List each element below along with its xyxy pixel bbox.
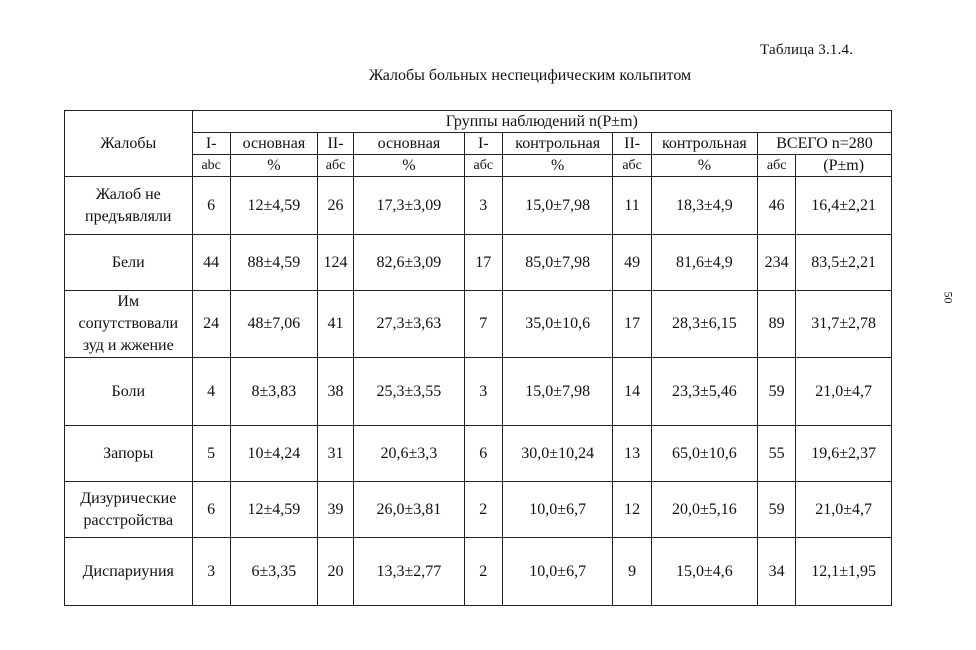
cell-absolute: 3: [192, 538, 230, 606]
group-1-num: I-: [192, 133, 230, 155]
subheader-abs: abc: [192, 155, 230, 177]
row-complaint-name: Бели: [65, 235, 193, 291]
cell-percent: 12,1±1,95: [796, 538, 892, 606]
cell-absolute: 41: [317, 291, 353, 358]
cell-absolute: 9: [613, 538, 651, 606]
cell-percent: 30,0±10,24: [502, 426, 613, 482]
cell-absolute: 59: [758, 482, 796, 538]
cell-absolute: 31: [317, 426, 353, 482]
subheader-abs: абс: [464, 155, 502, 177]
cell-percent: 35,0±10,6: [502, 291, 613, 358]
cell-percent: 23,3±5,46: [651, 358, 757, 426]
complaints-table: [64, 110, 892, 606]
cell-percent: 17,3±3,09: [354, 177, 465, 235]
cell-absolute: 2: [464, 482, 502, 538]
cell-percent: 15,0±4,6: [651, 538, 757, 606]
cell-percent: 20,6±3,3: [354, 426, 465, 482]
subheader-percent: %: [354, 155, 465, 177]
table-caption: Жалобы больных неспецифическим кольпитом: [368, 67, 692, 84]
row-complaint-name: Запоры: [65, 426, 193, 482]
group-2-name: основная: [354, 133, 465, 155]
group-4-name: контрольная: [651, 133, 757, 155]
table-row: [65, 482, 892, 538]
subheader-percent: %: [230, 155, 317, 177]
cell-absolute: 89: [758, 291, 796, 358]
cell-percent: 16,4±2,21: [796, 177, 892, 235]
cell-percent: 10,0±6,7: [502, 482, 613, 538]
cell-absolute: 20: [317, 538, 353, 606]
cell-percent: 19,6±2,37: [796, 426, 892, 482]
subheader-percent: %: [651, 155, 757, 177]
cell-absolute: 234: [758, 235, 796, 291]
subheader-abs: абс: [317, 155, 353, 177]
page-number: 50: [941, 291, 956, 304]
group-total-name: ВСЕГО n=280: [758, 133, 892, 155]
cell-absolute: 44: [192, 235, 230, 291]
cell-absolute: 3: [464, 358, 502, 426]
cell-absolute: 17: [464, 235, 502, 291]
cell-percent: 85,0±7,98: [502, 235, 613, 291]
cell-absolute: 7: [464, 291, 502, 358]
cell-absolute: 12: [613, 482, 651, 538]
row-complaint-name: Боли: [65, 358, 193, 426]
table-body: [65, 177, 892, 606]
cell-absolute: 124: [317, 235, 353, 291]
cell-percent: 83,5±2,21: [796, 235, 892, 291]
cell-absolute: 6: [192, 177, 230, 235]
table-row: [65, 358, 892, 426]
group-3-num: I-: [464, 133, 502, 155]
cell-percent: 6±3,35: [230, 538, 317, 606]
cell-absolute: 14: [613, 358, 651, 426]
group-2-num: II-: [317, 133, 353, 155]
cell-percent: 20,0±5,16: [651, 482, 757, 538]
cell-absolute: 46: [758, 177, 796, 235]
cell-absolute: 39: [317, 482, 353, 538]
table-row: [65, 538, 892, 606]
group-4-num: II-: [613, 133, 651, 155]
row-complaint-name: Жалоб не предъявляли: [65, 177, 193, 235]
cell-percent: 10±4,24: [230, 426, 317, 482]
cell-percent: 15,0±7,98: [502, 358, 613, 426]
row-complaint-name: Дизурические расстройства: [65, 482, 193, 538]
cell-percent: 65,0±10,6: [651, 426, 757, 482]
cell-percent: 8±3,83: [230, 358, 317, 426]
cell-percent: 26,0±3,81: [354, 482, 465, 538]
cell-percent: 12±4,59: [230, 177, 317, 235]
table-label: Таблица 3.1.4.: [760, 42, 854, 58]
table-row: [65, 291, 892, 358]
cell-absolute: 11: [613, 177, 651, 235]
cell-absolute: 6: [192, 482, 230, 538]
group-1-name: основная: [230, 133, 317, 155]
cell-absolute: 2: [464, 538, 502, 606]
row-complaint-name: Им сопутствовали зуд и жжение: [65, 291, 193, 358]
cell-percent: 10,0±6,7: [502, 538, 613, 606]
cell-percent: 18,3±4,9: [651, 177, 757, 235]
cell-absolute: 55: [758, 426, 796, 482]
cell-absolute: 34: [758, 538, 796, 606]
cell-percent: 48±7,06: [230, 291, 317, 358]
subheader-percent: %: [502, 155, 613, 177]
cell-percent: 21,0±4,7: [796, 358, 892, 426]
cell-absolute: 6: [464, 426, 502, 482]
cell-percent: 31,7±2,78: [796, 291, 892, 358]
cell-absolute: 5: [192, 426, 230, 482]
cell-percent: 25,3±3,55: [354, 358, 465, 426]
group-3-name: контрольная: [502, 133, 613, 155]
cell-percent: 21,0±4,7: [796, 482, 892, 538]
cell-absolute: 38: [317, 358, 353, 426]
groups-header: Группы наблюдений n(P±m): [192, 111, 891, 133]
row-complaint-name: Диспариуния: [65, 538, 193, 606]
complaints-header: Жалобы: [65, 111, 193, 177]
cell-percent: 27,3±3,63: [354, 291, 465, 358]
table-row: [65, 235, 892, 291]
cell-percent: 82,6±3,09: [354, 235, 465, 291]
cell-percent: 12±4,59: [230, 482, 317, 538]
cell-percent: 15,0±7,98: [502, 177, 613, 235]
cell-absolute: 17: [613, 291, 651, 358]
cell-absolute: 13: [613, 426, 651, 482]
cell-percent: 88±4,59: [230, 235, 317, 291]
cell-absolute: 4: [192, 358, 230, 426]
cell-absolute: 49: [613, 235, 651, 291]
cell-absolute: 26: [317, 177, 353, 235]
cell-percent: 13,3±2,77: [354, 538, 465, 606]
subheader-pm: (P±m): [796, 155, 892, 177]
table-row: [65, 426, 892, 482]
cell-absolute: 59: [758, 358, 796, 426]
cell-percent: 81,6±4,9: [651, 235, 757, 291]
subheader-abs: абс: [613, 155, 651, 177]
cell-percent: 28,3±6,15: [651, 291, 757, 358]
subheader-abs: абс: [758, 155, 796, 177]
cell-absolute: 3: [464, 177, 502, 235]
cell-absolute: 24: [192, 291, 230, 358]
table-row: [65, 177, 892, 235]
